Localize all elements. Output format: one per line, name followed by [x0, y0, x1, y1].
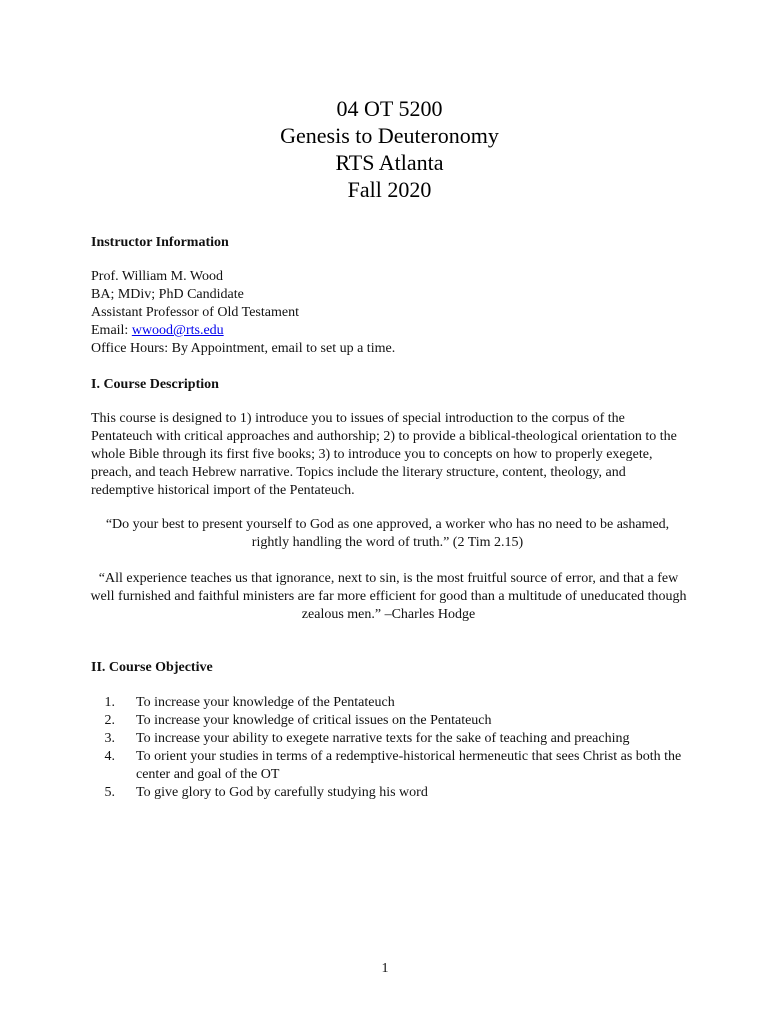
list-item	[91, 748, 684, 784]
email-link[interactable]: wwood@rts.edu	[131, 323, 224, 338]
course-description-heading: I. Course Description	[91, 377, 219, 392]
course-description-body: This course is designed to 1) introduce you to issues of special introduction to the corpus of the Pentateuch with critical approaches and authorship; 2) to provide a biblical-theological orientation to the whole Bible through its first five books; 3) to introduce you to concepts on how to properly exegete, preach, and teach Hebrew narrative. Topics include the literary structure, content, theology, and redemptive historical import of the Pentateuch.	[91, 411, 677, 498]
instructor-heading: Instructor Information	[91, 235, 229, 250]
instructor-name: Prof. William M. Wood	[91, 269, 223, 284]
list-item-number: 1.	[104, 695, 115, 710]
instructor-position: Assistant Professor of Old Testament	[91, 305, 299, 320]
title-block	[95, 95, 684, 203]
hodge-quote: “All experience teaches us that ignorance, next to sin, is the most fruitful source of error, and that a few well furnished and faithful ministers are far more efficient for good than a multitude of uneducated though zealous men.” –Charles Hodge	[90, 571, 687, 622]
instructor-email-line	[91, 322, 684, 340]
instructor-degrees: BA; MDiv; PhD Candidate	[91, 287, 244, 302]
list-item	[91, 694, 684, 712]
course-code: 04 OT 5200	[336, 96, 443, 121]
list-item-number: 3.	[104, 731, 115, 746]
list-item	[91, 784, 684, 802]
email-label: Email:	[91, 323, 132, 338]
list-item-number: 5.	[104, 785, 115, 800]
list-item-text: To give glory to God by carefully studying his word	[136, 785, 428, 800]
course-objective-heading: II. Course Objective	[91, 660, 213, 675]
term: Fall 2020	[347, 177, 432, 202]
instructor-info	[91, 268, 684, 358]
list-item-text: To increase your knowledge of critical issues on the Pentateuch	[136, 713, 492, 728]
campus: RTS Atlanta	[335, 150, 444, 175]
page-number: 1	[381, 961, 389, 976]
course-name: Genesis to Deuteronomy	[280, 123, 499, 148]
office-hours: Office Hours: By Appointment, email to set up a time.	[91, 341, 396, 356]
scripture-quote: “Do your best to present yourself to God as one approved, a worker who has no need to be ashamed, rightly handling the word of truth.” (2 Tim 2.15)	[105, 517, 670, 550]
list-item	[91, 712, 684, 730]
objective-list	[91, 694, 684, 802]
list-item-text: To orient your studies in terms of a redemptive-historical hermeneutic that sees Christ as both the center and goal of the OT	[136, 749, 682, 782]
list-item-text: To increase your ability to exegete narrative texts for the sake of teaching and preaching	[136, 731, 630, 746]
list-item	[91, 730, 684, 748]
list-item-number: 4.	[104, 749, 115, 764]
list-item-text: To increase your knowledge of the Pentateuch	[136, 695, 395, 710]
list-item-number: 2.	[104, 713, 115, 728]
